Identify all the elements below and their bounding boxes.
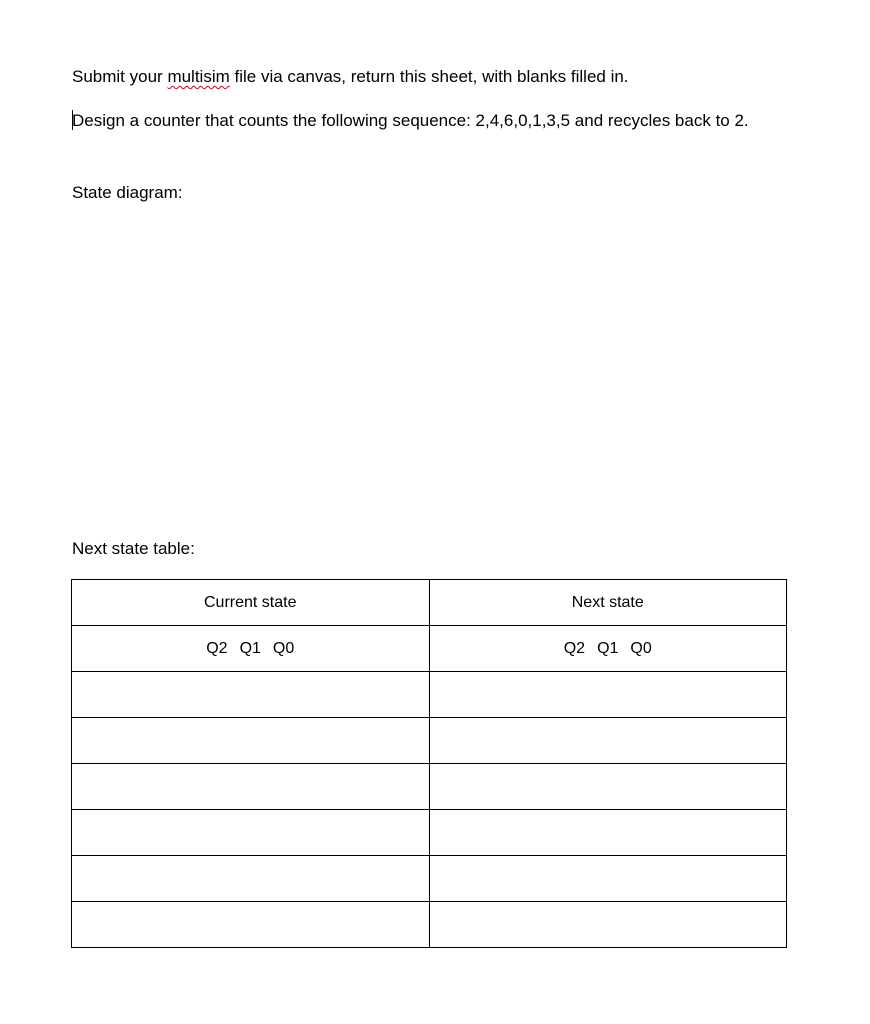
next-state-cell[interactable] [429, 856, 787, 902]
current-state-cell[interactable] [72, 718, 430, 764]
table-row [72, 672, 787, 718]
table-row [72, 718, 787, 764]
bit-label-q1: Q1 [239, 639, 261, 657]
state-diagram-label: State diagram: [72, 183, 183, 202]
bit-label-q1: Q1 [597, 639, 619, 657]
bit-label-q0: Q0 [272, 639, 295, 657]
next-state-cell[interactable] [429, 810, 787, 856]
header-next-state: Next state [429, 580, 787, 626]
table-header-row [72, 580, 787, 626]
misspelled-word: multisim [167, 67, 230, 86]
bit-label-q2: Q2 [206, 639, 228, 657]
current-state-cell[interactable] [72, 902, 430, 948]
table-row [72, 764, 787, 810]
next-state-bits [429, 626, 787, 672]
table-bit-label-row [72, 626, 787, 672]
next-state-table-label: Next state table: [72, 539, 195, 558]
next-state-cell[interactable] [429, 672, 787, 718]
bit-label-q2: Q2 [563, 639, 586, 657]
submit-instructions: Submit your multisim file via canvas, return this sheet, with blanks filled in. [72, 67, 629, 86]
header-current-state: Current state [72, 580, 430, 626]
state-diagram-area [72, 215, 788, 525]
table-row [72, 856, 787, 902]
table-row [72, 810, 787, 856]
current-state-cell[interactable] [72, 672, 430, 718]
next-state-table [71, 579, 787, 948]
current-state-bits [72, 626, 430, 672]
table-row [72, 902, 787, 948]
design-task-paragraph [72, 108, 792, 134]
bit-label-q0: Q0 [630, 639, 652, 657]
current-state-cell[interactable] [72, 810, 430, 856]
next-state-cell[interactable] [429, 764, 787, 810]
current-state-cell[interactable] [72, 856, 430, 902]
design-task-text: Design a counter that counts the following sequence: 2,4,6,0,1,3,5 and recycles back to 2. [72, 111, 749, 130]
current-state-cell[interactable] [72, 764, 430, 810]
next-state-cell[interactable] [429, 902, 787, 948]
next-state-cell[interactable] [429, 718, 787, 764]
